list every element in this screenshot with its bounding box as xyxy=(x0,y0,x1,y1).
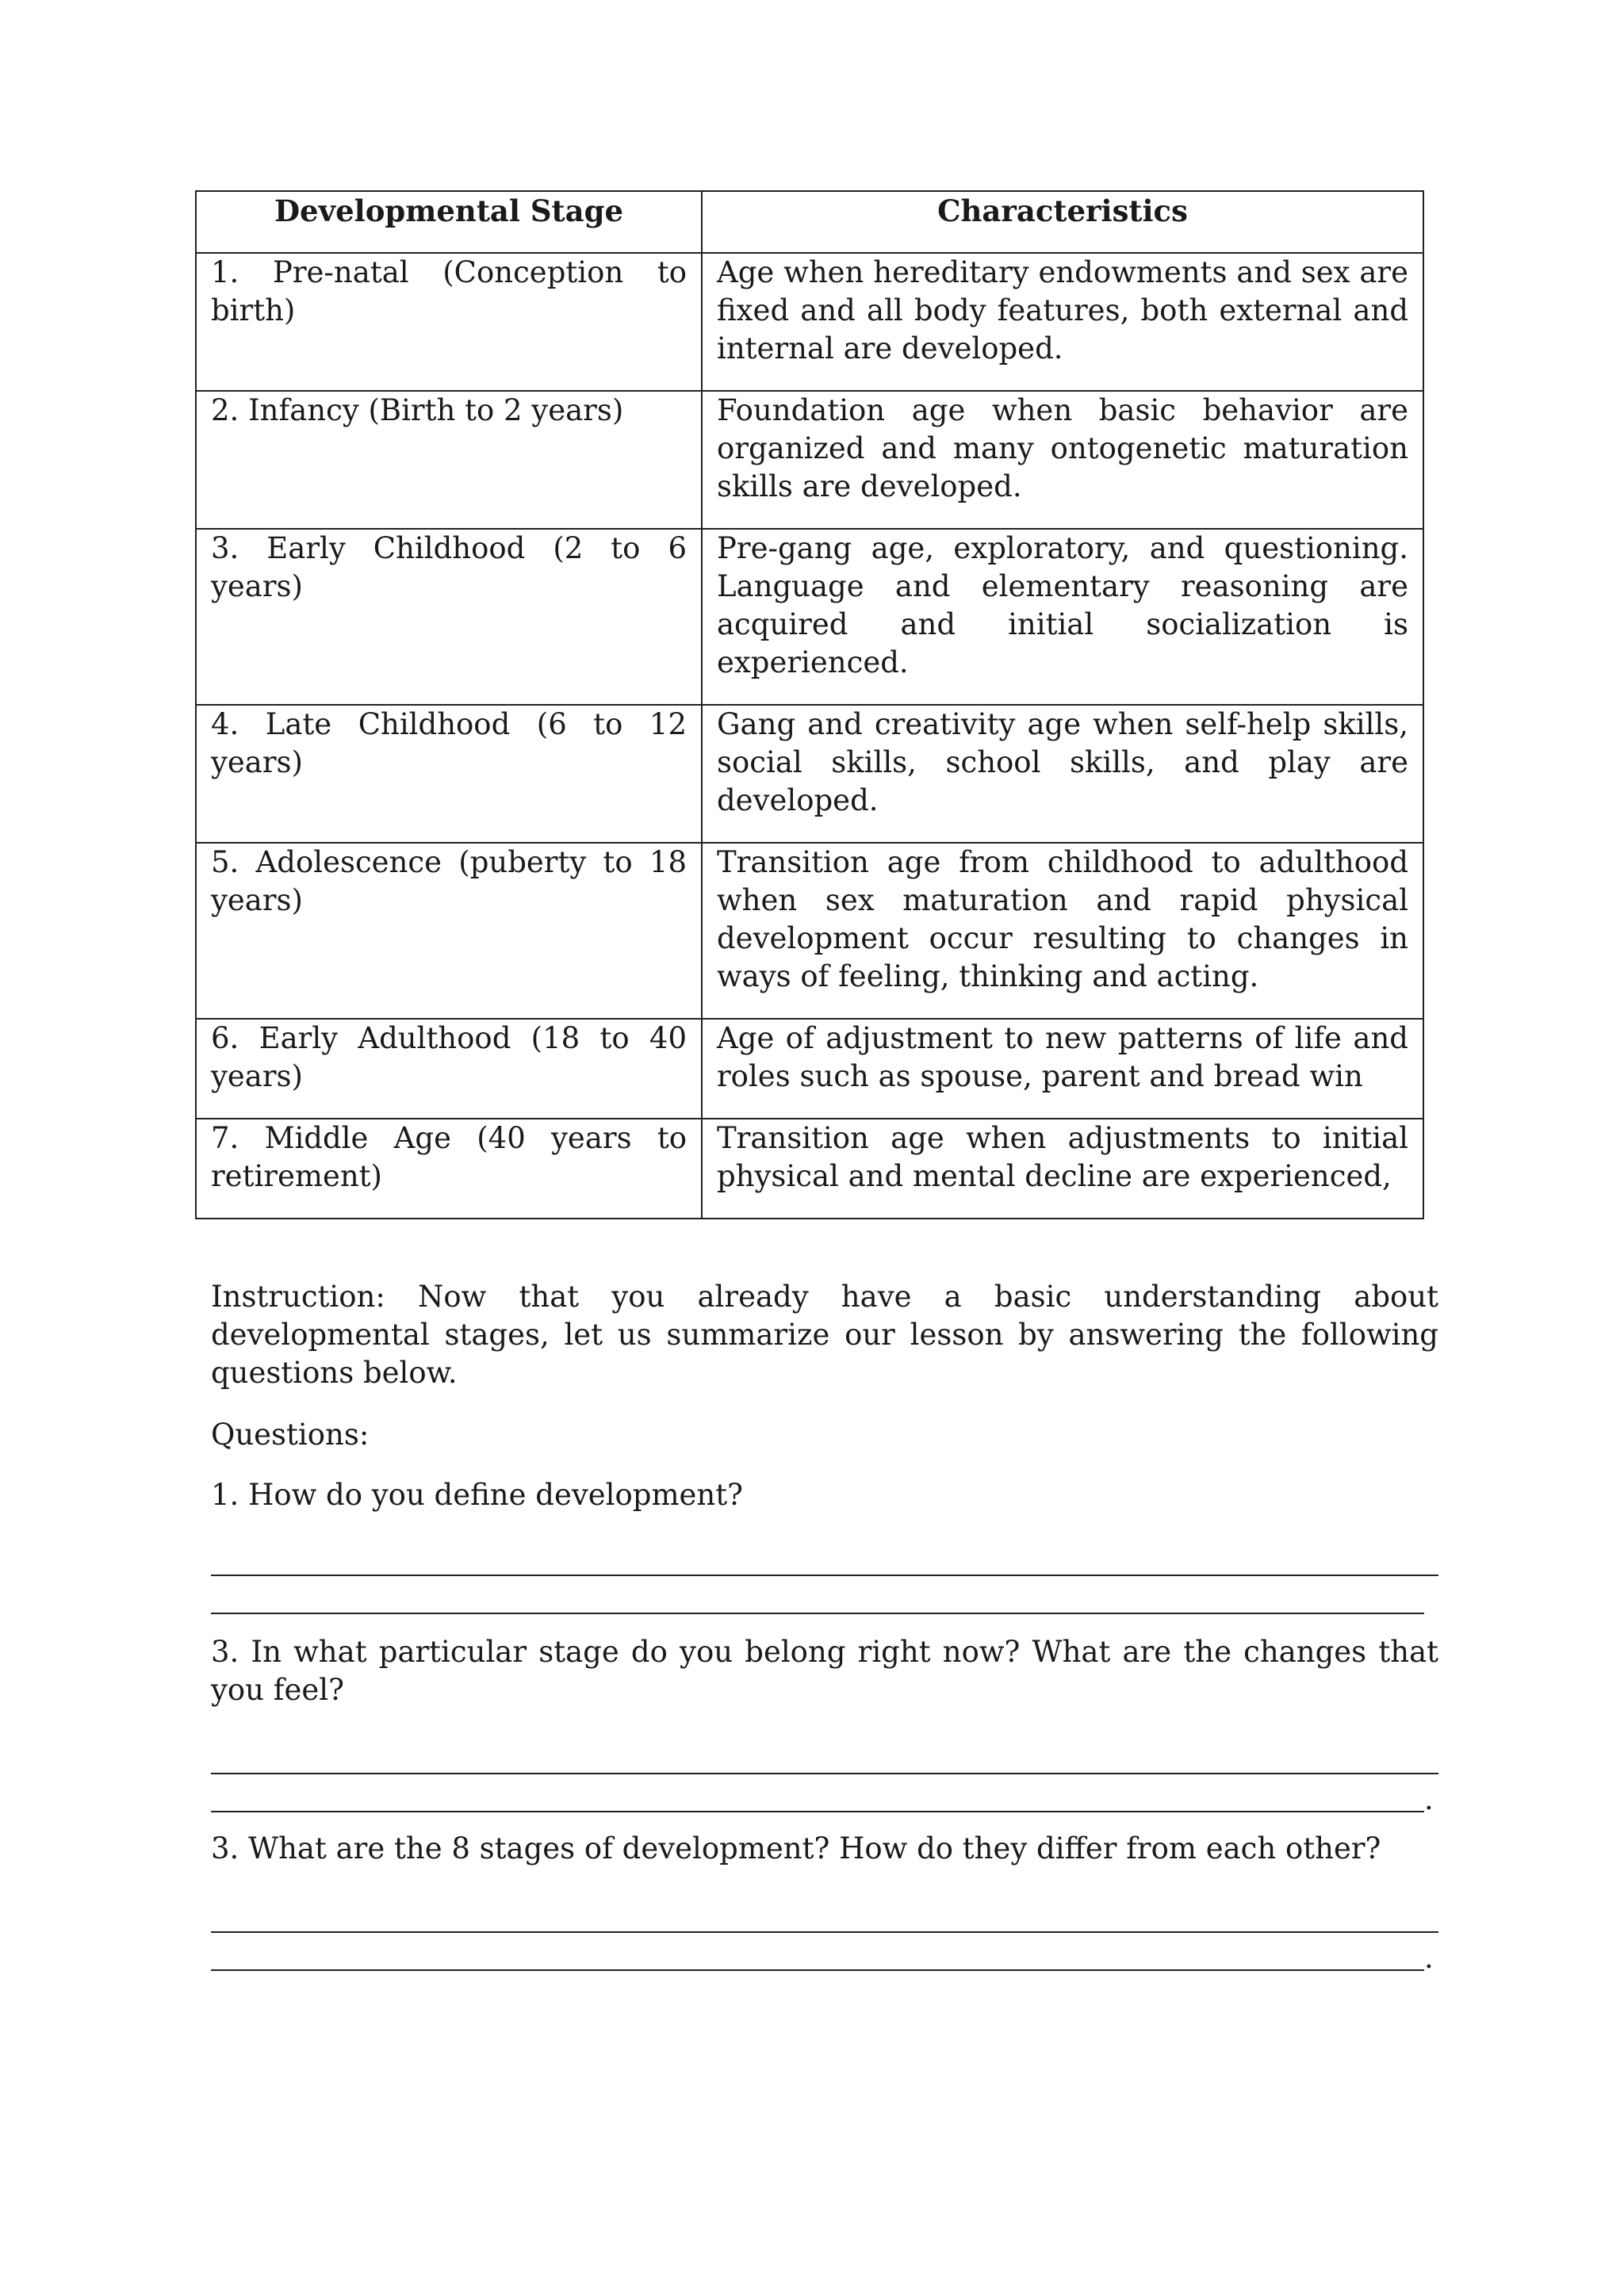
answer-line[interactable] xyxy=(211,1811,1424,1812)
table-row xyxy=(196,529,1423,705)
characteristics-text: Transition age from childhood to adulthood when sex maturation and rapid physical development occur resulting to changes in ways of feeling, thinking and acting. xyxy=(717,845,1408,993)
header-developmental-stage: Developmental Stage xyxy=(196,191,702,253)
stage-text: 1. Pre-natal (Conception to birth) xyxy=(211,255,687,327)
line-end-period: . xyxy=(1424,1782,1434,1816)
stage-text: 5. Adolescence (puberty to 18 years) xyxy=(211,845,687,917)
characteristics-cell xyxy=(702,705,1423,843)
characteristics-text: Transition age when adjustments to initial physical and mental decline are experienced, xyxy=(717,1121,1408,1193)
stage-cell xyxy=(196,705,702,843)
questions-heading: Questions: xyxy=(211,1418,370,1452)
stage-cell xyxy=(196,391,702,529)
characteristics-cell xyxy=(702,843,1423,1019)
developmental-stages-table xyxy=(195,190,1424,1219)
header-characteristics: Characteristics xyxy=(702,191,1423,253)
table-header-row xyxy=(196,191,1423,253)
stage-text: 4. Late Childhood (6 to 12 years) xyxy=(211,707,687,779)
characteristics-text: Gang and creativity age when self-help skills, social skills, school skills, and play are developed. xyxy=(717,707,1408,817)
question-2: 3. In what particular stage do you belong right now? What are the changes that you feel? xyxy=(211,1635,1438,1707)
characteristics-cell xyxy=(702,1019,1423,1119)
stage-text: 3. Early Childhood (2 to 6 years) xyxy=(211,531,687,603)
stage-text: 6. Early Adulthood (18 to 40 years) xyxy=(211,1021,687,1093)
characteristics-text: Age when hereditary endowments and sex are fixed and all body features, both external and internal are developed. xyxy=(717,255,1408,365)
stage-cell xyxy=(196,529,702,705)
table-row xyxy=(196,705,1423,843)
table-row xyxy=(196,1019,1423,1119)
table-row xyxy=(196,1119,1423,1219)
characteristics-cell xyxy=(702,391,1423,529)
instruction-paragraph: Instruction: Now that you already have a basic understanding about developmental stages, let us summarize our lesson by answering the following questions below. xyxy=(211,1280,1438,1390)
table-row xyxy=(196,253,1423,391)
characteristics-text: Pre-gang age, exploratory, and questioning. Language and elementary reasoning are acquired and initial socialization is experienced. xyxy=(717,531,1408,679)
line-end-period: . xyxy=(1424,1941,1434,1975)
question-3: 3. What are the 8 stages of development? How do they differ from each other? xyxy=(211,1831,1381,1866)
stage-cell xyxy=(196,253,702,391)
characteristics-text: Age of adjustment to new patterns of life and roles such as spouse, parent and bread win xyxy=(717,1021,1408,1093)
table-row xyxy=(196,843,1423,1019)
characteristics-text: Foundation age when basic behavior are organized and many ontogenetic maturation skills are developed. xyxy=(717,393,1408,503)
characteristics-cell xyxy=(702,529,1423,705)
stage-cell xyxy=(196,1019,702,1119)
answer-line[interactable] xyxy=(211,1575,1438,1576)
answer-line[interactable] xyxy=(211,1969,1424,1971)
stage-cell xyxy=(196,843,702,1019)
answer-line[interactable] xyxy=(211,1613,1424,1614)
table-row xyxy=(196,391,1423,529)
characteristics-cell xyxy=(702,253,1423,391)
answer-line[interactable] xyxy=(211,1773,1438,1774)
question-1: 1. How do you define development? xyxy=(211,1478,743,1512)
stage-cell xyxy=(196,1119,702,1219)
answer-line[interactable] xyxy=(211,1931,1438,1933)
stage-text: 2. Infancy (Birth to 2 years) xyxy=(211,393,624,427)
stage-text: 7. Middle Age (40 years to retirement) xyxy=(211,1121,687,1193)
characteristics-cell xyxy=(702,1119,1423,1219)
